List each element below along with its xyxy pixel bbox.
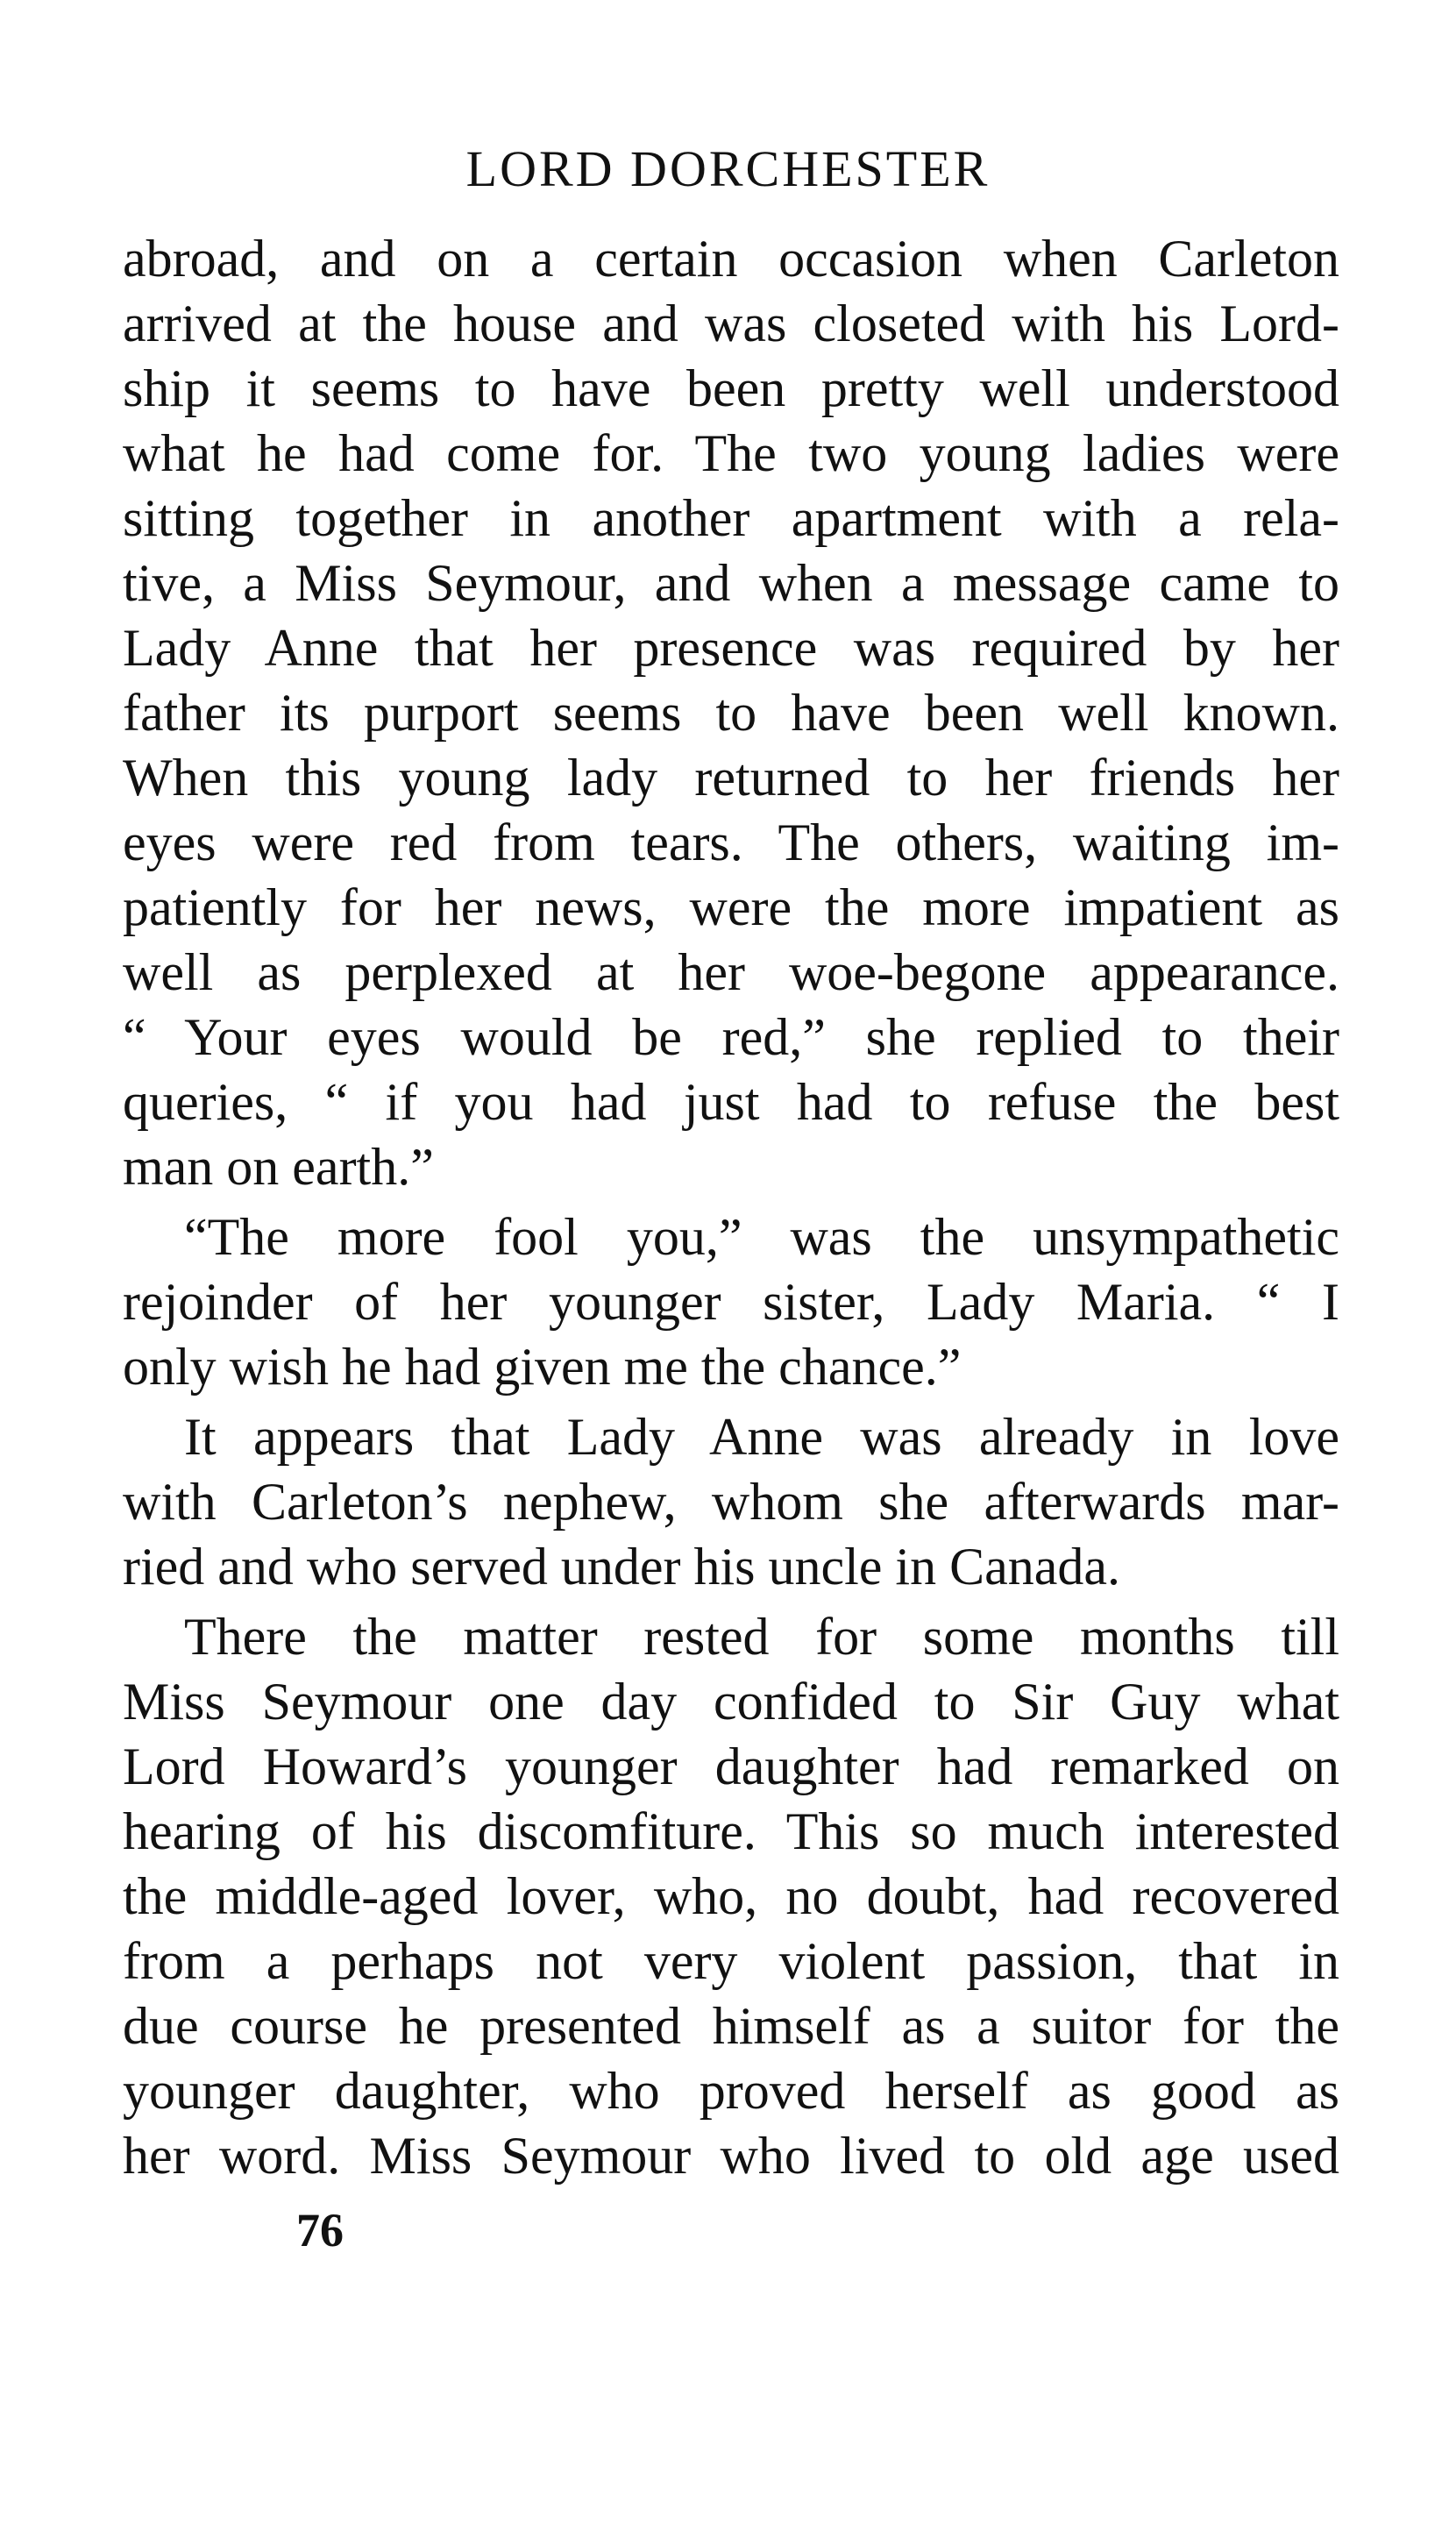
text-line: Lady Anne that her presence was required by her — [123, 619, 1339, 677]
text-line: well as perplexed at her woe-begone appearance. — [123, 943, 1339, 1001]
text-line: father its purport seems to have been well known. — [123, 684, 1339, 742]
running-head: LORD DORCHESTER — [465, 140, 991, 197]
text-line: from a perhaps not very violent passion, that in — [123, 1932, 1339, 1990]
text-line: tive, a Miss Seymour, and when a message came to — [123, 554, 1339, 612]
paragraph — [123, 1604, 1339, 2188]
text-line: the middle-aged lover, who, no doubt, had recovered — [123, 1867, 1339, 1925]
text-line: eyes were red from tears. The others, waiting im- — [123, 814, 1339, 871]
text-line: “ Your eyes would be red,” she replied to their — [123, 1008, 1339, 1066]
text-line: her word. Miss Seymour who lived to old age used — [123, 2127, 1339, 2185]
paragraph — [123, 1205, 1339, 1399]
text-line: hearing of his discomfiture. This so much interested — [123, 1802, 1339, 1860]
text-line: “The more fool you,” was the unsympathetic — [184, 1208, 1339, 1266]
text-line: queries, “ if you had just had to refuse the best — [123, 1073, 1339, 1131]
text-line: due course he presented himself as a suitor for the — [123, 1997, 1339, 2055]
text-line: ried and who served under his uncle in Canada. — [123, 1538, 1120, 1596]
text-line: man on earth.” — [123, 1138, 434, 1196]
text-line: arrived at the house and was closeted with his Lord- — [123, 295, 1339, 352]
text-line: There the matter rested for some months till — [184, 1608, 1339, 1666]
body-text — [123, 226, 1339, 2188]
text-line: with Carleton’s nephew, whom she afterwards mar- — [123, 1473, 1339, 1531]
paragraph — [123, 226, 1339, 1199]
text-line: younger daughter, who proved herself as good as — [123, 2062, 1339, 2120]
text-line: only wish he had given me the chance.” — [123, 1338, 962, 1396]
text-line: patiently for her news, were the more impatient as — [123, 878, 1339, 936]
text-line: what he had come for. The two young ladies were — [123, 424, 1339, 482]
text-line: rejoinder of her younger sister, Lady Maria. “ I — [123, 1273, 1339, 1331]
page-number: 76 — [296, 2204, 344, 2256]
text-line: ship it seems to have been pretty well understood — [123, 359, 1339, 417]
text-line: When this young lady returned to her friends her — [123, 749, 1339, 807]
text-line: It appears that Lady Anne was already in love — [184, 1408, 1339, 1466]
text-line: Miss Seymour one day confided to Sir Guy what — [123, 1673, 1339, 1731]
paragraph — [123, 1404, 1339, 1599]
text-line: Lord Howard’s younger daughter had remarked on — [123, 1738, 1339, 1795]
text-line: sitting together in another apartment with a rela- — [123, 489, 1339, 547]
text-line: abroad, and on a certain occasion when Carleton — [123, 230, 1339, 288]
